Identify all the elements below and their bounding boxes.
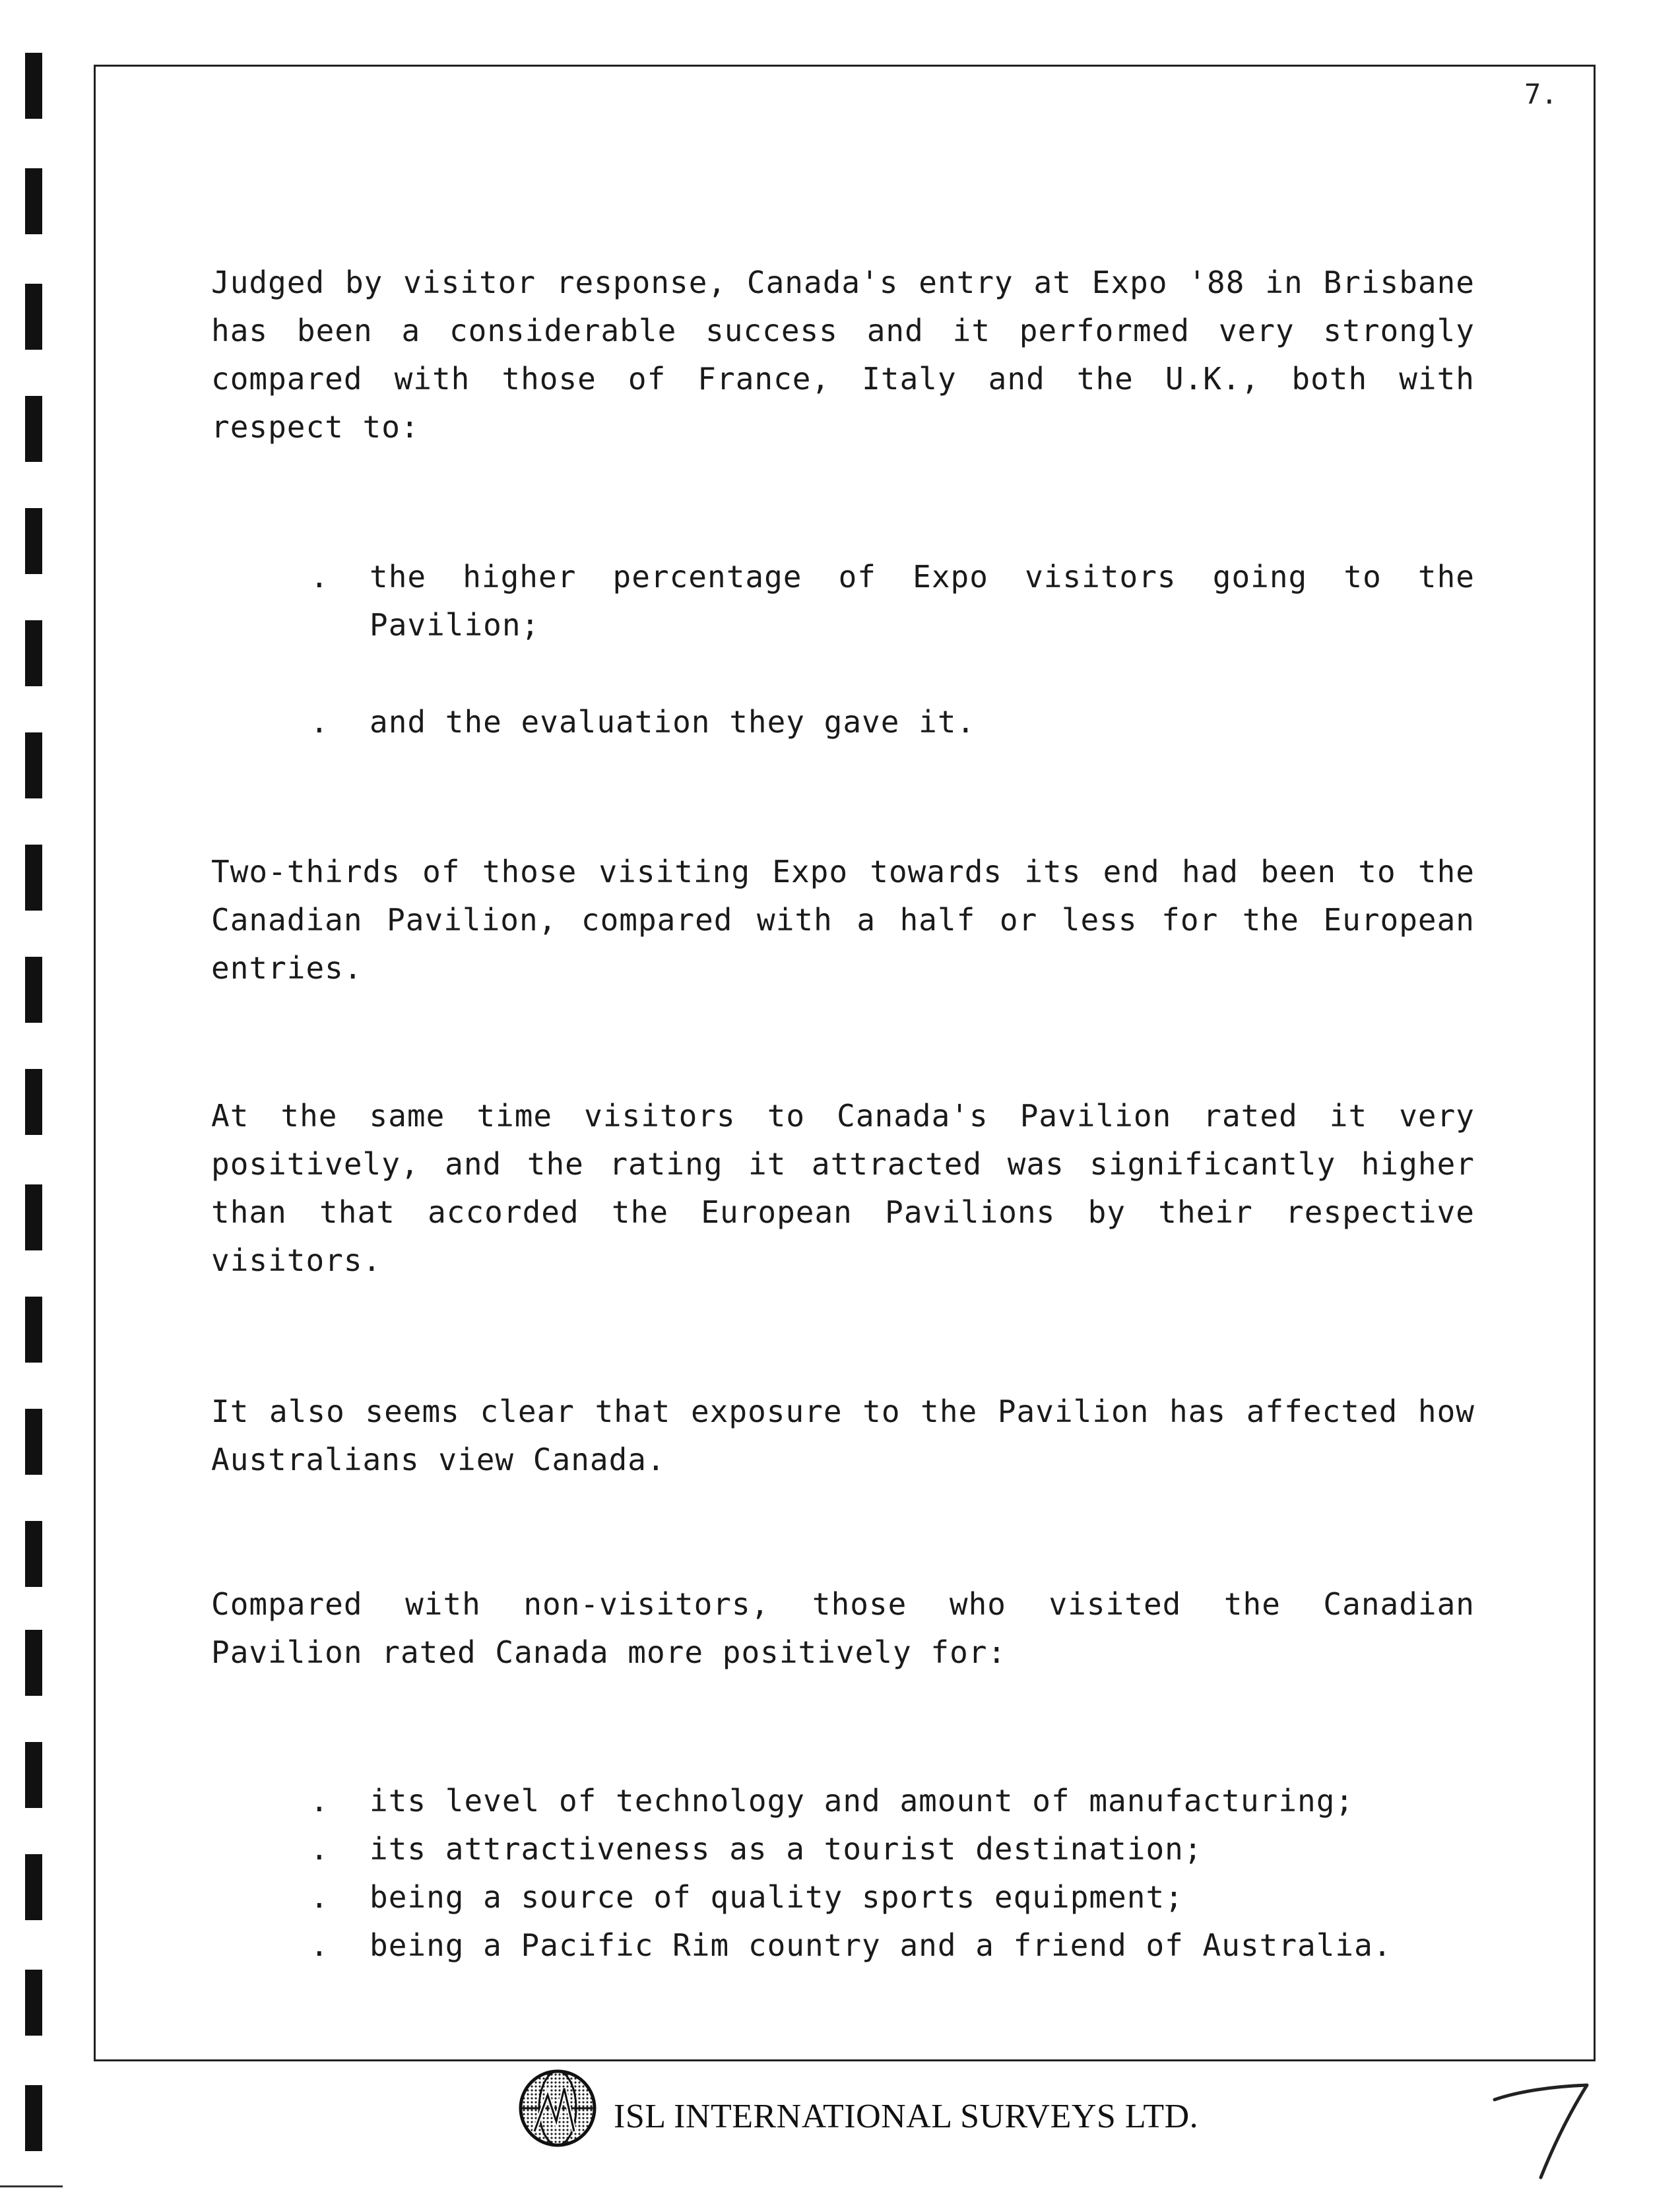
- list-item-text: the higher percentage of Expo visitors going to the Pavilion;: [370, 559, 1475, 643]
- paragraph-visitor-rating: At the same time visitors to Canada's Pavilion rated it very positively, and the rating it attracted was significantly higher than that accorded the European Pavilions by their respective visitors.: [211, 1098, 1475, 1278]
- bullet-marker: .: [310, 1879, 329, 1915]
- list-item: [310, 1921, 1475, 1970]
- list-item-text: and the evaluation they gave it.: [370, 704, 976, 740]
- bullet-marker: .: [310, 1927, 329, 1963]
- binder-mark: [25, 508, 42, 574]
- list-item: [310, 698, 1475, 746]
- list-item-text: its attractiveness as a tourist destination;: [370, 1831, 1203, 1867]
- binder-mark: [25, 1854, 42, 1920]
- binder-mark: [25, 1970, 42, 2036]
- binder-mark: [25, 1521, 42, 1587]
- binder-mark: [25, 957, 42, 1023]
- list-item-text: its level of technology and amount of manufacturing;: [370, 1783, 1355, 1819]
- bullet-marker: .: [310, 1783, 329, 1819]
- binder-mark: [25, 53, 42, 119]
- binder-mark: [25, 1297, 42, 1363]
- binder-mark: [25, 284, 42, 350]
- list-item: [310, 1873, 1475, 1921]
- company-name: ISL INTERNATIONAL SURVEYS LTD.: [614, 2098, 1199, 2135]
- bullet-list-ratings: [310, 1777, 1475, 1970]
- bullet-marker: .: [310, 1831, 329, 1867]
- binder-mark: [25, 732, 42, 798]
- binder-mark: [25, 1184, 42, 1250]
- divider: [0, 2185, 63, 2187]
- page-number: 7.: [1524, 78, 1558, 110]
- isl-globe-logo-icon: [518, 2069, 597, 2148]
- list-item: [310, 1777, 1475, 1825]
- list-item-text: being a Pacific Rim country and a friend of Australia.: [370, 1927, 1392, 1963]
- list-item-text: being a source of quality sports equipment;: [370, 1879, 1184, 1915]
- handwritten-page-mark: [1491, 2072, 1590, 2184]
- binder-mark: [25, 620, 42, 686]
- binder-mark: [25, 845, 42, 911]
- paragraph-exposure: It also seems clear that exposure to the Pavilion has affected how Australians view Canada.: [211, 1394, 1475, 1477]
- binder-mark: [25, 396, 42, 462]
- paragraph-non-visitors: Compared with non-visitors, those who visited the Canadian Pavilion rated Canada more positively for:: [211, 1586, 1475, 1670]
- binder-mark: [25, 168, 42, 234]
- binder-mark: [25, 2085, 42, 2151]
- list-item: [310, 1825, 1475, 1873]
- binder-mark: [25, 1069, 42, 1135]
- binder-mark: [25, 1630, 42, 1696]
- bullet-list-performance: [310, 553, 1475, 746]
- list-item: [310, 553, 1475, 649]
- binder-mark: [25, 1742, 42, 1808]
- bullet-marker: .: [310, 704, 329, 740]
- paragraph-expo-response: Judged by visitor response, Canada's entry at Expo '88 in Brisbane has been a considerable success and it performed very strongly compared with those of France, Italy and the U.K., both with respect to:: [211, 265, 1475, 445]
- paragraph-two-thirds: Two-thirds of those visiting Expo towards its end had been to the Canadian Pavilion, compared with a half or less for the European entries.: [211, 854, 1475, 986]
- binder-mark: [25, 1409, 42, 1475]
- bullet-marker: .: [310, 559, 329, 595]
